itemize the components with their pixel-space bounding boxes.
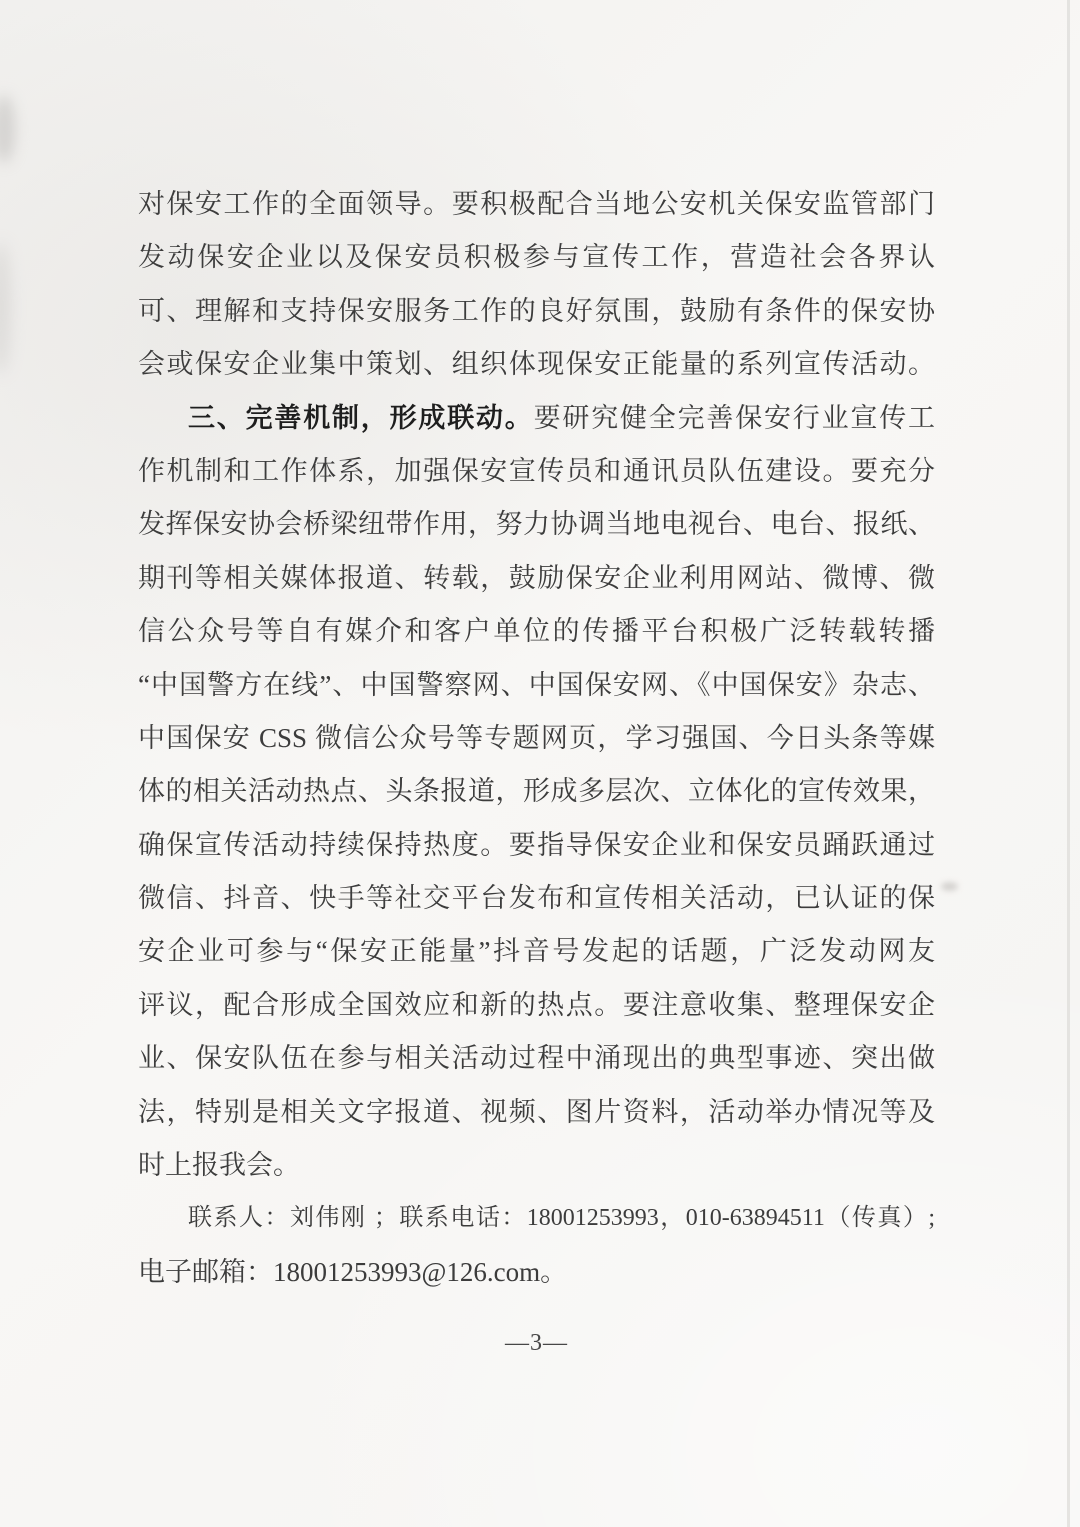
text-line: 评议，配合形成全国效应和新的热点。要注意收集、整理保安企 (138, 989, 935, 1020)
text-line: 作机制和工作体系，加强保安宣传员和通讯员队伍建设。要充分 (138, 455, 935, 486)
scan-smudge (0, 95, 15, 163)
contact-line-email: 电子邮箱：18001253993@126.com。 (138, 1256, 568, 1287)
text-line: 发动保安企业以及保安员积极参与宣传工作，营造社会各界认 (138, 242, 935, 273)
text-line: 体的相关活动热点、头条报道，形成多层次、立体化的宣传效果， (138, 776, 935, 807)
section-heading-line (138, 392, 935, 445)
text-line: 确保宣传活动持续保持热度。要指导保安企业和保安员踊跃通过 (138, 829, 935, 860)
text-line: 微信、抖音、快手等社交平台发布和宣传相关活动，已认证的保 (138, 883, 935, 914)
text-line: 信公众号等自有媒介和客户单位的传播平台积极广泛转载转播 (138, 616, 935, 647)
text-line: 中国保安 CSS 微信公众号等专题网页，学习强国、今日头条等媒 (138, 722, 935, 753)
text-line: 可、理解和支持保安服务工作的良好氛围，鼓励有条件的保安协 (138, 295, 935, 326)
contact-paragraph (138, 1192, 935, 1299)
paragraph-section-three (138, 392, 935, 1193)
text-line: “中国警方在线”、中国警察网、中国保安网、《中国保安》杂志、 (138, 669, 935, 700)
section-heading: 三、完善机制，形成联动。 (188, 402, 534, 433)
text-line: 对保安工作的全面领导。要积极配合当地公安机关保安监管部门 (138, 189, 935, 219)
text-line: 期刊等相关媒体报道、转载，鼓励保安企业利用网站、微博、微 (138, 562, 935, 593)
text-line: 会或保安企业集中策划、组织体现保安正能量的系列宣传活动。 (138, 349, 935, 380)
text-line: 业、保安队伍在参与相关活动过程中涌现出的典型事迹、突出做 (138, 1043, 935, 1074)
section-three-last-line: 时上报我会。 (138, 1150, 300, 1181)
text-line: 法，特别是相关文字报道、视频、图片资料，活动举办情况等及 (138, 1096, 935, 1127)
scan-smudge (941, 882, 958, 891)
text-line: 发挥保安协会桥梁纽带作用，努力协调当地电视台、电台、报纸、 (138, 509, 935, 540)
scan-smudge (0, 242, 10, 374)
contact-line-phone: 联系人：刘伟刚 ；联系电话：18001253993，010-63894511（传真）; (188, 1205, 935, 1232)
section-heading-line-rest: 要研究健全完善保安行业宣传工 (533, 402, 936, 433)
text-line: 安企业可参与“保安正能量”抖音号发起的话题，广泛发动网友 (138, 936, 935, 967)
scan-edge-line (1067, 0, 1070, 1527)
page-number: —3— (505, 1330, 568, 1356)
paragraph-continuation (138, 178, 935, 392)
document-text-block (138, 178, 935, 1299)
section-three-body (138, 445, 935, 1139)
